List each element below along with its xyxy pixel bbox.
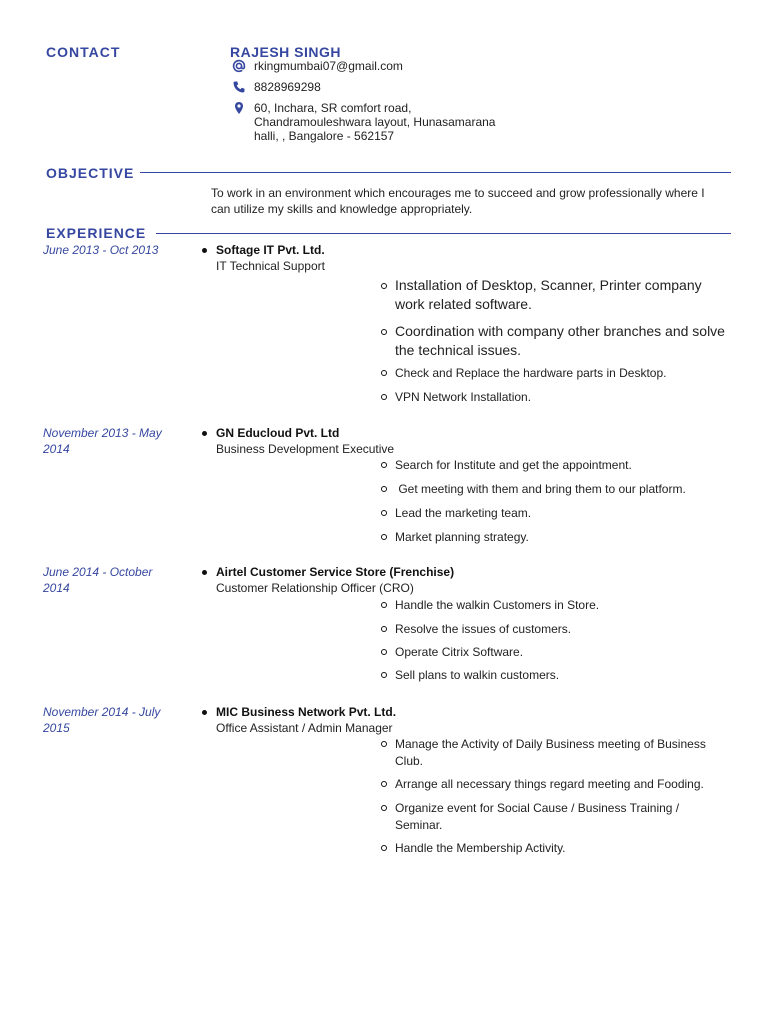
bullet-icon xyxy=(381,602,387,608)
task-line: work related software. xyxy=(395,296,532,312)
address-line: 60, Inchara, SR comfort road, xyxy=(254,101,412,115)
job-date-line: June 2014 - October xyxy=(43,565,153,579)
objective-divider xyxy=(140,172,731,173)
task-line: Sell plans to walkin customers. xyxy=(395,668,560,682)
objective-line: can utilize my skills and knowledge appropriately. xyxy=(211,202,473,216)
bullet-icon xyxy=(381,329,387,335)
bullet-icon xyxy=(381,510,387,516)
email-text: rkingmumbai07@gmail.com xyxy=(254,59,403,73)
task-line: Handle the walkin Customers in Store. xyxy=(395,598,600,612)
task-line: Installation of Desktop, Scanner, Printer company xyxy=(395,277,702,293)
bullet-icon xyxy=(381,394,387,400)
company-name: Airtel Customer Service Store (Frenchise) xyxy=(216,565,455,579)
company-name: GN Educloud Pvt. Ltd xyxy=(216,426,340,440)
task-item xyxy=(395,776,735,793)
task-line: Organize event for Social Cause / Business Training / xyxy=(395,801,680,815)
task-item xyxy=(395,505,735,522)
task-line: Seminar. xyxy=(395,818,443,832)
task-item xyxy=(395,736,735,770)
task-line: Handle the Membership Activity. xyxy=(395,841,566,855)
job-role: Office Assistant / Admin Manager xyxy=(216,721,393,735)
bullet-icon xyxy=(202,710,207,715)
bullet-icon xyxy=(381,462,387,468)
task-item xyxy=(395,840,735,857)
bullet-icon xyxy=(202,570,207,575)
task-line: the technical issues. xyxy=(395,342,522,358)
bullet-icon xyxy=(202,248,207,253)
task-line: Manage the Activity of Daily Business meeting of Business xyxy=(395,737,706,751)
task-item xyxy=(395,667,735,684)
job-date xyxy=(43,564,183,596)
phone-icon xyxy=(232,80,246,94)
job-header xyxy=(216,564,696,596)
task-line: Market planning strategy. xyxy=(395,530,529,544)
job-date xyxy=(43,242,183,258)
task-line: Lead the marketing team. xyxy=(395,506,532,520)
job-header xyxy=(216,242,696,274)
objective-heading: OBJECTIVE xyxy=(46,165,135,181)
bullet-icon xyxy=(381,845,387,851)
task-item xyxy=(395,389,735,406)
job-date-line: 2014 xyxy=(43,581,70,595)
company-name: MIC Business Network Pvt. Ltd. xyxy=(216,705,397,719)
job-header xyxy=(216,425,696,457)
task-item xyxy=(395,481,735,498)
task-item xyxy=(395,276,735,314)
bullet-icon xyxy=(381,781,387,787)
candidate-name: RAJESH SINGH xyxy=(230,44,342,60)
task-line: Arrange all necessary things regard meeting and Fooding. xyxy=(395,777,704,791)
bullet-icon xyxy=(381,649,387,655)
contact-heading: CONTACT xyxy=(46,44,121,60)
bullet-icon xyxy=(381,283,387,289)
task-line: Club. xyxy=(395,754,424,768)
task-item xyxy=(395,457,735,474)
task-line: VPN Network Installation. xyxy=(395,390,532,404)
bullet-icon xyxy=(381,741,387,747)
at-icon xyxy=(232,59,246,73)
task-item xyxy=(395,644,735,661)
bullet-icon xyxy=(381,486,387,492)
task-item xyxy=(395,621,735,638)
task-line: Coordination with company other branches and solve xyxy=(395,323,725,339)
task-item xyxy=(395,322,735,360)
bullet-icon xyxy=(202,431,207,436)
task-item xyxy=(395,529,735,546)
objective-text xyxy=(211,185,741,217)
job-date-line: June 2013 - Oct 2013 xyxy=(43,243,159,257)
bullet-icon xyxy=(381,534,387,540)
job-date xyxy=(43,425,183,457)
bullet-icon xyxy=(381,805,387,811)
location-pin-icon xyxy=(232,101,246,115)
job-date-line: 2014 xyxy=(43,442,70,456)
job-date-line: November 2013 - May xyxy=(43,426,162,440)
company-name: Softage IT Pvt. Ltd. xyxy=(216,243,325,257)
job-date xyxy=(43,704,183,736)
task-line: Operate Citrix Software. xyxy=(395,645,524,659)
objective-line: To work in an environment which encourages me to succeed and grow professionally where I xyxy=(211,186,705,200)
task-item xyxy=(395,800,735,834)
task-line: Resolve the issues of customers. xyxy=(395,622,572,636)
experience-divider xyxy=(140,233,731,234)
address-line: Chandramouleshwara layout, Hunasamarana xyxy=(254,115,496,129)
task-line: Search for Institute and get the appointment. xyxy=(395,458,632,472)
task-line: Check and Replace the hardware parts in Desktop. xyxy=(395,366,667,380)
job-date-line: 2015 xyxy=(43,721,70,735)
job-role: Business Development Executive xyxy=(216,442,395,456)
bullet-icon xyxy=(381,370,387,376)
address-text xyxy=(254,101,554,143)
job-date-line: November 2014 - July xyxy=(43,705,161,719)
phone-text: 8828969298 xyxy=(254,80,321,94)
job-header xyxy=(216,704,696,736)
task-line: Get meeting with them and bring them to our platform. xyxy=(395,482,686,496)
experience-heading: EXPERIENCE xyxy=(46,225,156,241)
bullet-icon xyxy=(381,672,387,678)
bullet-icon xyxy=(381,626,387,632)
address-line: halli, , Bangalore - 562157 xyxy=(254,129,395,143)
job-role: IT Technical Support xyxy=(216,259,325,273)
task-item xyxy=(395,365,735,382)
job-role: Customer Relationship Officer (CRO) xyxy=(216,581,414,595)
task-item xyxy=(395,597,735,614)
